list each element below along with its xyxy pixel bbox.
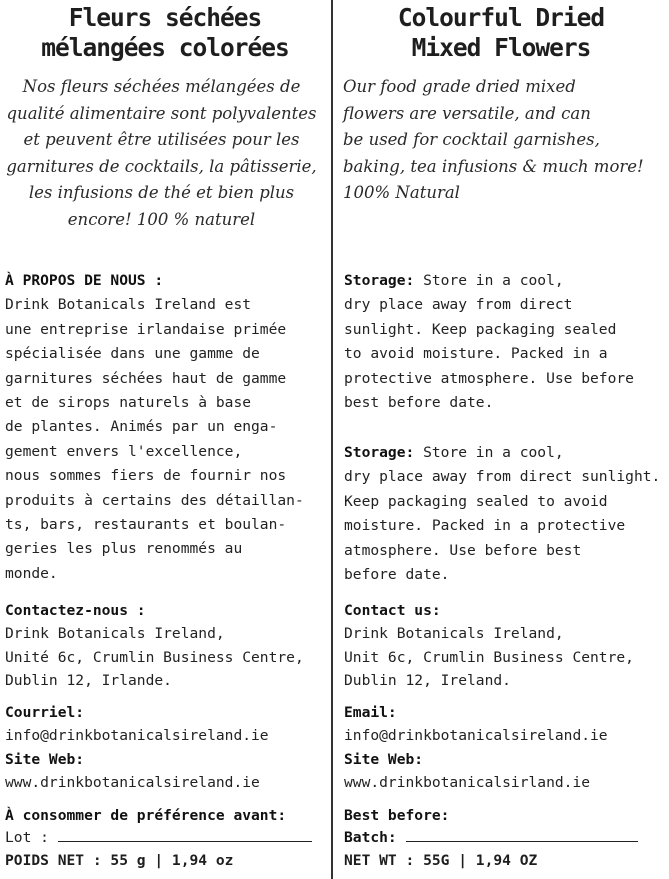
french-title-line2: mélangées colorées: [41, 33, 289, 62]
english-email-section: [344, 701, 669, 795]
french-about-text: Drink Botanicals Ireland est une entreprise irlandaise primée spécialisée dans une gamme de garnitures séchées haut de gamme et de sirops naturels à base de plantes. Animés par un enga- gement envers l'excellence, nous sommes fiers de fournir nos produits à certains des détaillan- ts, bars, restaurants et boulan- geries les plus renommés au monde.: [5, 296, 304, 582]
english-contact-heading: Contact us:: [344, 602, 441, 619]
english-web-label: Site Web:: [344, 750, 424, 768]
english-email-label: Email:: [344, 704, 397, 721]
english-storage2-text: Store in a cool, dry place away from direct sunlight. Keep packaging sealed to avoid moisture. Packed in a protective atmosphere. Use before best before date.: [344, 444, 661, 584]
english-title-line1: Colourful Dried: [397, 3, 605, 32]
french-about-section: [5, 269, 323, 586]
english-batch-label: Batch:: [344, 829, 397, 846]
french-lot-row: [5, 826, 323, 849]
english-storage1-label: Storage:: [344, 272, 415, 289]
english-batch-line: [406, 840, 638, 842]
english-best-before-label: Best before:: [344, 807, 450, 824]
english-title: [333, 3, 669, 63]
english-best-before: [344, 804, 669, 827]
english-storage1-text: Store in a cool, dry place away from direct sunlight. Keep packaging sealed to avoid moisture. Packed in a protective atmosphere. Use before best before date.: [344, 272, 634, 412]
french-best-before: [5, 804, 323, 827]
english-contact-section: [344, 599, 669, 693]
english-email: info@drinkbotanicalsireland.ie: [344, 727, 608, 745]
french-net-weight: POIDS NET : 55 g | 1,94 oz: [5, 852, 234, 869]
french-web-label: Site Web:: [5, 750, 85, 768]
french-web: www.drinkbotanicalsireland.ie: [5, 774, 260, 792]
french-contact-section: [5, 599, 323, 693]
english-batch-row: [344, 826, 669, 849]
french-title: [0, 3, 330, 63]
english-net-weight: NET WT : 55G | 1,94 OZ: [344, 852, 538, 869]
french-address: Drink Botanicals Ireland, Unité 6c, Crumlin Business Centre, Dublin 12, Irlande.: [5, 625, 304, 690]
french-lot-label: Lot :: [5, 829, 49, 846]
french-lot-line: [58, 840, 312, 842]
french-contact-heading: Contactez-nous :: [5, 602, 146, 619]
english-column: [333, 0, 669, 879]
french-best-before-label: À consommer de préférence avant:: [5, 807, 287, 824]
french-email-label: Courriel:: [5, 704, 85, 721]
french-email-section: [5, 701, 323, 795]
french-title-line1: Fleurs séchées: [68, 3, 262, 32]
english-web: www.drinkbotanicalsirland.ie: [344, 774, 591, 792]
english-address: Drink Botanicals Ireland, Unit 6c, Crumlin Business Centre, Dublin 12, Ireland.: [344, 625, 634, 690]
english-title-line2: Mixed Flowers: [411, 33, 591, 62]
french-email: info@drinkbotanicalsireland.ie: [5, 727, 269, 745]
french-intro: Nos fleurs séchées mélangées de qualité alimentaire sont polyvalentes et peuvent être utilisées pour les garnitures de cocktails, la pâtisserie, les infusions de thé et bien plus encore! 100 % naturel: [6, 77, 317, 229]
french-column: [0, 0, 330, 879]
english-storage2-label: Storage:: [344, 444, 415, 461]
french-about-heading: À PROPOS DE NOUS :: [5, 272, 164, 289]
english-storage-section-1: [344, 269, 669, 415]
english-storage-section-2: [344, 441, 669, 587]
english-intro: Our food grade dried mixed flowers are versatile, and can be used for cocktail garnishes, baking, tea infusions & much more! 100% Natural: [343, 77, 644, 202]
